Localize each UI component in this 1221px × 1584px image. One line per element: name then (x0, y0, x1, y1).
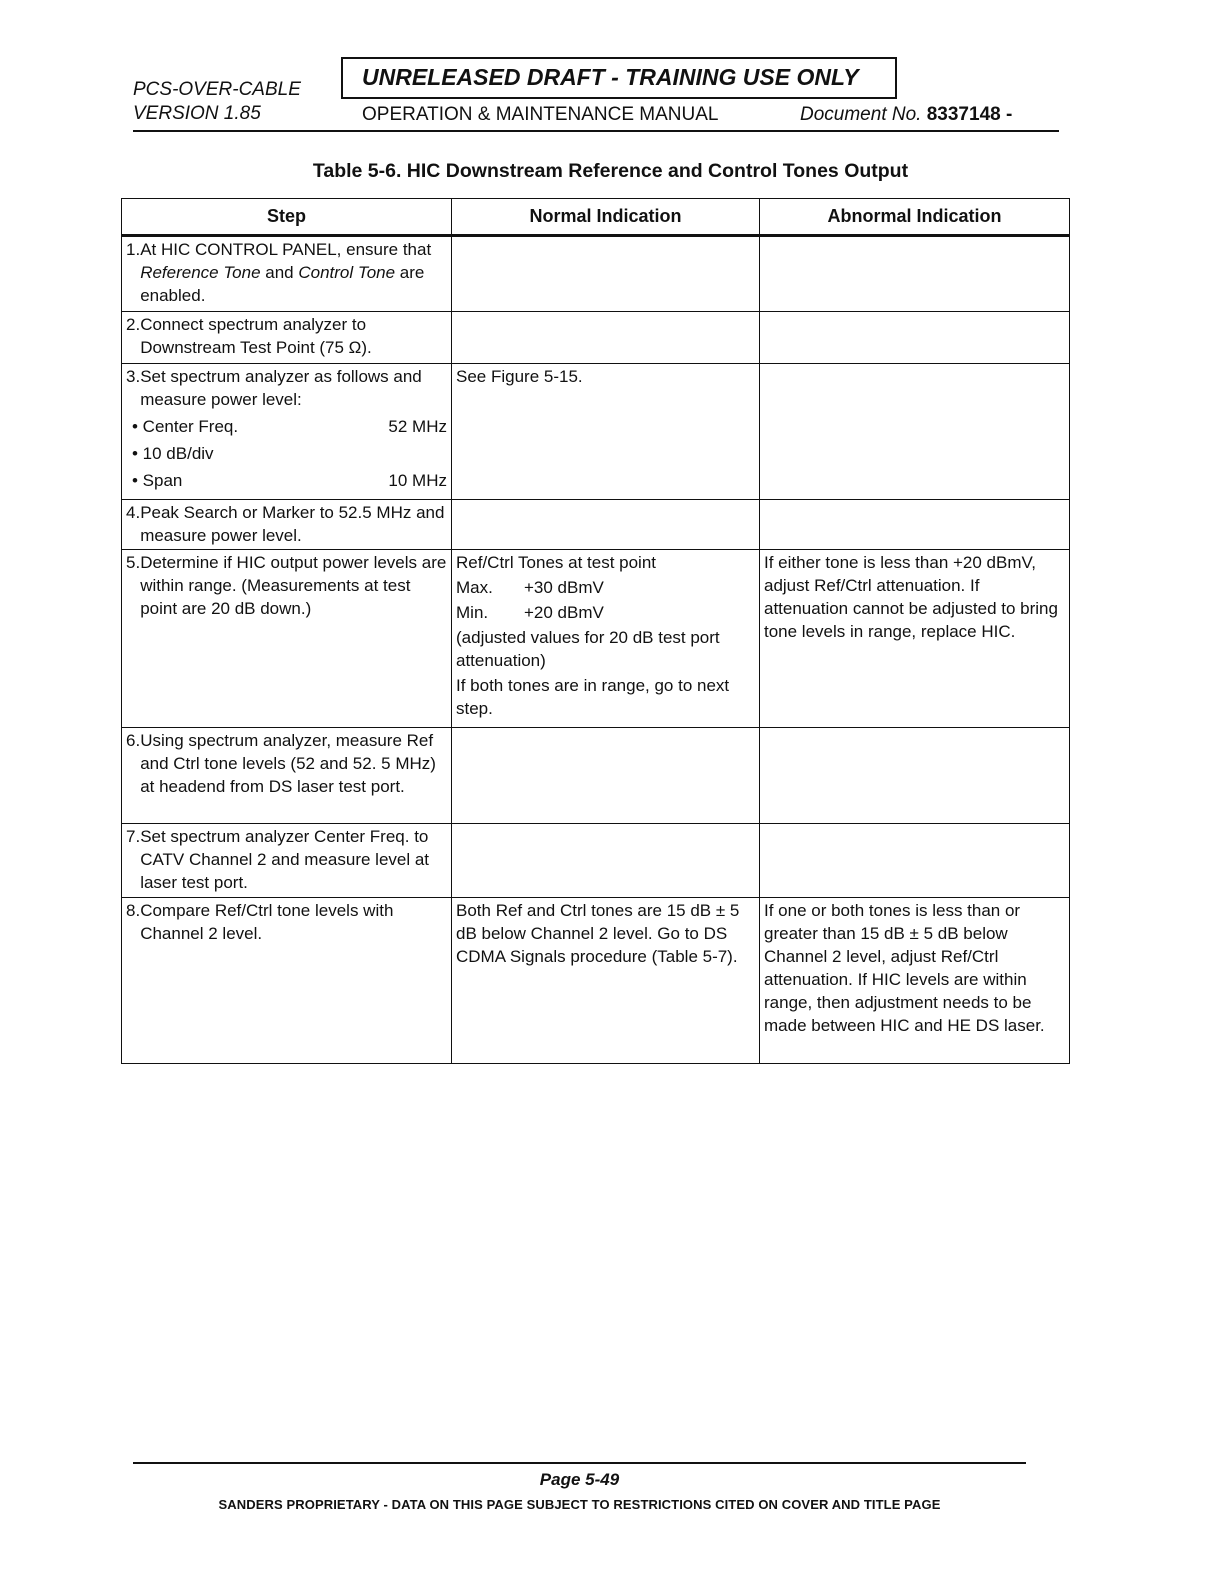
step-text: Connect spectrum analyzer to Downstream Test Point (75 Ω). (140, 315, 372, 357)
normal-cell (452, 728, 760, 824)
manual-title: OPERATION & MAINTENANCE MANUAL (362, 104, 719, 125)
abnormal-cell: If one or both tones is less than or greater than 15 dB ± 5 dB below Channel 2 level, adjust Ref/Ctrl attenuation. If HIC levels are within range, then adjustment needs to be made between HIC and HE DS laser. (760, 898, 1070, 1064)
col-header-step: Step (122, 199, 452, 236)
normal-cell (452, 500, 760, 550)
footer-divider (133, 1462, 1026, 1464)
setting-item: • Span 10 MHz (132, 471, 447, 490)
version-label: VERSION 1.85 (133, 103, 261, 124)
normal-next: If both tones are in range, go to next step. (456, 676, 730, 718)
step-cell (122, 728, 452, 824)
step-cell (122, 312, 452, 364)
step-number: 7. (126, 827, 141, 846)
product-name: PCS-OVER-CABLE (133, 79, 301, 100)
normal-heading: Ref/Ctrl Tones at test point (456, 553, 657, 572)
min-level: Min. +20 dBmV (456, 603, 604, 622)
step-text: Using spectrum analyzer, measure Ref and Ctrl tone levels (52 and 52. 5 MHz) at headend from DS laser test port. (140, 731, 436, 796)
doc-label: Document No. (800, 104, 922, 125)
step-text: At HIC CONTROL PANEL, ensure that Reference Tone and Control Tone are enabled. (140, 240, 432, 305)
step-cell (122, 550, 452, 728)
step-cell (122, 898, 452, 1064)
table-header-row (122, 199, 1070, 236)
step-text: Peak Search or Marker to 52.5 MHz and measure power level. (140, 503, 445, 545)
step-number: 1. (126, 240, 141, 259)
table-row (122, 550, 1070, 728)
normal-cell (452, 550, 760, 728)
table-row (122, 236, 1070, 312)
procedure-table (121, 198, 1070, 1064)
table-row (122, 312, 1070, 364)
step-text: Determine if HIC output power levels are within range. (Measurements at test point are 20 dB down.) (140, 553, 447, 618)
setting-item: • Center Freq. 52 MHz (132, 417, 447, 436)
normal-cell: Both Ref and Ctrl tones are 15 dB ± 5 dB below Channel 2 level. Go to DS CDMA Signals procedure (Table 5-7). (452, 898, 760, 1064)
step-text: Compare Ref/Ctrl tone levels with Channel 2 level. (140, 901, 394, 943)
header-product-version (133, 78, 301, 126)
table-title: Table 5-6. HIC Downstream Reference and Control Tones Output (312, 160, 909, 182)
document-number (800, 104, 1012, 126)
table-row (122, 728, 1070, 824)
step-cell (122, 236, 452, 312)
abnormal-cell (760, 364, 1070, 500)
page-number: Page 5-49 (539, 1470, 620, 1489)
table-row (122, 500, 1070, 550)
step-text: Set spectrum analyzer Center Freq. to CATV Channel 2 and measure level at laser test port. (140, 827, 430, 892)
header-divider (133, 130, 1059, 132)
table-row (122, 824, 1070, 898)
step-number: 8. (126, 901, 141, 920)
normal-cell: See Figure 5-15. (452, 364, 760, 500)
setting-item: • 10 dB/div (132, 444, 214, 463)
table-row (122, 364, 1070, 500)
abnormal-cell (760, 236, 1070, 312)
proprietary-notice: SANDERS PROPRIETARY - DATA ON THIS PAGE SUBJECT TO RESTRICTIONS CITED ON COVER AND TITLE PAGE (218, 1497, 941, 1512)
normal-note: (adjusted values for 20 dB test port attenuation) (456, 628, 720, 670)
normal-cell (452, 236, 760, 312)
step-cell (122, 500, 452, 550)
step-number: 6. (126, 731, 141, 750)
abnormal-cell: If either tone is less than +20 dBmV, adjust Ref/Ctrl attenuation. If attenuation cannot be adjusted to bring tone levels in range, replace HIC. (760, 550, 1070, 728)
step-number: 5. (126, 553, 141, 572)
normal-cell (452, 312, 760, 364)
col-header-abnormal: Abnormal Indication (760, 199, 1070, 236)
draft-banner-text: UNRELEASED DRAFT - TRAINING USE ONLY (362, 64, 859, 90)
max-level: Max. +30 dBmV (456, 578, 604, 597)
abnormal-cell (760, 500, 1070, 550)
abnormal-cell (760, 824, 1070, 898)
abnormal-cell (760, 312, 1070, 364)
step-cell (122, 364, 452, 500)
table-row (122, 898, 1070, 1064)
doc-number: 8337148 - (926, 104, 1013, 125)
step-number: 2. (126, 315, 141, 334)
step-text: Set spectrum analyzer as follows and measure power level: (140, 367, 422, 409)
normal-cell (452, 824, 760, 898)
step-number: 3. (126, 367, 141, 386)
step-cell (122, 824, 452, 898)
step-number: 4. (126, 503, 141, 522)
col-header-normal: Normal Indication (452, 199, 760, 236)
abnormal-cell (760, 728, 1070, 824)
